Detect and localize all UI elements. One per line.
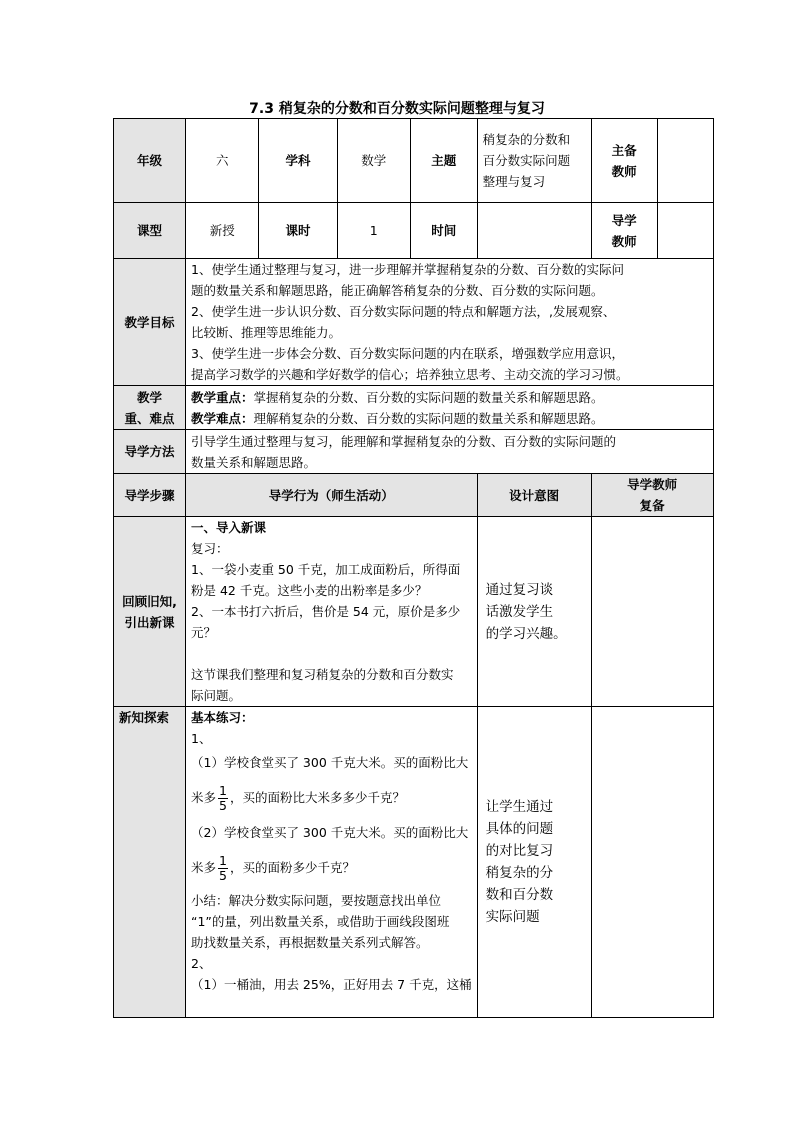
exercise-number: 1、 [191,731,212,746]
step2-intent-line: 让学生通过 [485,799,554,815]
step1-intent [477,517,591,707]
summary-line: 小结：解决分数实际问题，要按题意找出单位 [191,893,442,908]
step1-heading: 一、导入新课 [191,520,267,535]
question-text: 米多 [191,790,217,805]
summary-line: 助找数量关系，再根据数量关系列式解答。 [191,935,429,950]
lesson-plan-table [113,118,714,1018]
question-text: ，买的面粉多少千克？ [229,860,355,875]
periods-label: 课时 [259,203,337,259]
activities-col-header: 导学行为（师生活动） [186,474,478,517]
difficulty-text: 理解稍复杂的分数、百分数的实际问题的数量关系和解题思路。 [253,410,604,426]
intent-col-header: 设计意图 [477,474,591,517]
lesson-type-label: 课型 [114,203,186,259]
step1-line: 际问题。 [191,688,242,703]
objectives-label: 教学目标 [114,259,186,386]
step2-intent-line: 数和百分数 [485,887,554,903]
lesson-type-value: 新授 [186,203,259,259]
blank-line [191,643,472,664]
topic-value [477,119,591,203]
step1-line: 粉是 42 千克。这些小麦的出粉率是多少？ [191,583,428,598]
guide-teacher-label [591,203,657,259]
fraction-numerator: 1 [219,853,227,868]
time-value [477,203,591,259]
key-points-label-line: 教学 [136,389,162,405]
step1-line: 2、一本书打六折后，售价是 54 元，原价是多少 [191,604,461,619]
key-points-text [186,386,714,430]
objectives-text [186,259,714,386]
step1-line: 1、一袋小麦重 50 千克，加工成面粉后，所得面 [191,562,461,577]
step1-label-line: 回顾旧知, [122,593,177,609]
main-teacher-label-line: 教师 [611,163,637,179]
guide-teacher-label-line: 导学 [611,212,637,228]
step2-intent-line: 具体的问题 [485,821,554,837]
grade-label: 年级 [114,119,186,203]
objective-line: 比较断、推理等思维能力。 [191,325,342,340]
key-points-label-line: 重、难点 [124,410,175,426]
subject-label: 学科 [259,119,337,203]
method-label: 导学方法 [114,430,186,474]
step1-activities [186,517,478,707]
periods-value: 1 [337,203,410,259]
step2-intent-line: 的对比复习 [485,843,554,859]
objective-line: 1、使学生通过整理与复习，进一步理解并掌握稍复杂的分数、百分数的实际问 [191,262,624,277]
step1-intent-line: 通过复习谈 [485,581,554,598]
step2-activities [186,707,478,1018]
focus-text: 掌握稍复杂的分数、百分数的实际问题的数量关系和解题思路。 [253,389,604,405]
question-text: 米多 [191,860,217,875]
question-text: ，买的面粉比大米多多少千克？ [229,790,405,805]
topic-line: 稍复杂的分数和 [482,132,571,147]
main-teacher-label-line: 主备 [611,142,637,158]
question-line: （2）学校食堂买了 300 千克大米。买的面粉比大 [191,825,469,840]
objective-line: 2、使学生进一步认识分数、百分数实际问题的特点和解题方法，,发展观察、 [191,304,616,319]
method-line: 数量关系和解题思路。 [191,454,317,470]
step1-label [114,517,186,707]
step2-intent-line: 稍复杂的分 [485,865,554,881]
exercise-number: 2、 [191,956,212,971]
question-line: （1）学校食堂买了 300 千克大米。买的面粉比大 [191,755,469,770]
question-line: （1）一桶油，用去 25%，正好用去 7 千克，这桶 [191,977,472,992]
summary-line: “1”的量，列出数量关系，或借助于画线段图班 [191,914,450,929]
objective-line: 提高学习数学的兴趣和学好数学的信心；培养独立思考、主动交流的学习习惯。 [191,367,629,382]
subject-value: 数学 [337,119,410,203]
grade-value: 六 [186,119,259,203]
method-text [186,430,714,474]
fraction-denominator: 5 [219,868,227,883]
step1-line: 这节课我们整理和复习稍复杂的分数和百分数实 [191,667,454,682]
review-col-header-line: 导学教师 [627,477,678,492]
main-teacher-label [591,119,657,203]
focus-label: 教学重点： [191,389,254,405]
step2-heading: 基本练习： [191,710,254,725]
fraction-one-fifth [218,784,228,813]
topic-line: 百分数实际问题 [482,153,571,168]
topic-label: 主题 [410,119,477,203]
step1-line: 元？ [191,625,217,640]
guide-teacher-label-line: 教师 [611,233,637,249]
guide-teacher-value [657,203,713,259]
topic-line: 整理与复习 [482,174,546,189]
focus-line [191,387,708,408]
step1-intent-line: 话激发学生 [485,603,554,620]
key-points-label [114,386,186,430]
review-col-header [591,474,713,517]
time-label: 时间 [410,203,477,259]
fraction-one-fifth [218,854,228,883]
question-line-with-fraction [191,776,472,820]
review-col-header-line: 复备 [639,498,665,513]
fraction-denominator: 5 [219,798,227,813]
method-line: 引导学生通过整理与复习，能理解和掌握稍复杂的分数、百分数的实际问题的 [191,433,617,449]
step2-intent-line: 实际问题 [485,909,540,925]
question-line-with-fraction [191,846,472,890]
step2-review [591,707,713,1018]
step2-intent [477,707,591,1018]
main-teacher-value [657,119,713,203]
step1-label-line: 引出新课 [124,614,175,630]
steps-col-header: 导学步骤 [114,474,186,517]
document-title: 7.3 稍复杂的分数和百分数实际问题整理与复习 [249,101,545,117]
step1-line: 复习： [191,541,229,556]
step2-label: 新知探索 [114,707,186,1018]
fraction-numerator: 1 [219,783,227,798]
objective-line: 3、使学生进一步体会分数、百分数实际问题的内在联系，增强数学应用意识， [191,346,624,361]
difficulty-label: 教学难点： [191,410,254,426]
step1-review [591,517,713,707]
difficulty-line [191,408,708,429]
step1-intent-line: 的学习兴趣。 [485,625,567,642]
objective-line: 题的数量关系和解题思路，能正确解答稍复杂的分数、百分数的实际问题。 [191,283,604,298]
